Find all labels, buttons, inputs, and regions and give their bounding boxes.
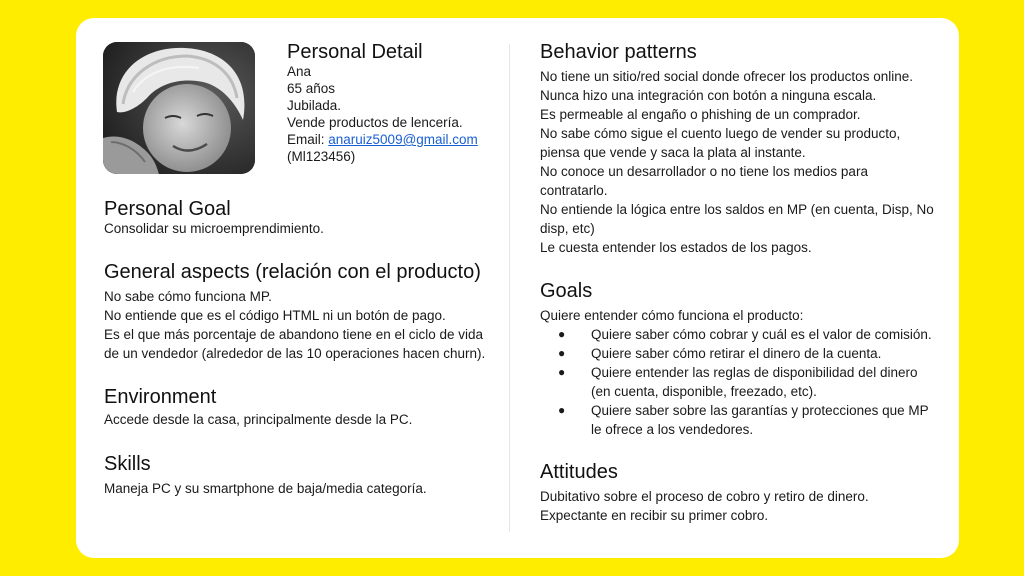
list-item: [540, 363, 940, 401]
behavior-line: No entiende la lógica entre los saldos en MP (en cuenta, Disp, No disp, etc): [540, 202, 934, 236]
personal-detail-title: Personal Detail: [287, 41, 423, 63]
persona-age: 65 años: [287, 81, 336, 96]
behavior-line: Es permeable al engaño o phishing de un comprador.: [540, 107, 861, 122]
personal-goal-text: Consolidar su microemprendimiento.: [104, 221, 324, 236]
behavior-line: No tiene un sitio/red social donde ofrecer los productos online.: [540, 69, 913, 84]
goal-item-text: Quiere saber sobre las garantías y protecciones que MP le ofrece a los vendedores.: [591, 403, 929, 437]
behavior-patterns-title: Behavior patterns: [540, 41, 697, 63]
list-item: [540, 344, 940, 363]
environment-text: Accede desde la casa, principalmente desde la PC.: [104, 412, 413, 427]
general-aspects-line: No entiende que es el código HTML ni un botón de pago.: [104, 308, 446, 323]
general-aspects-title: General aspects (relación con el producto): [104, 261, 481, 283]
attitudes-line: Expectante en recibir su primer cobro.: [540, 508, 769, 523]
general-aspects-line: Es el que más porcentaje de abandono tiene en el ciclo de vida de un vendedor (alrededor de las 10 operaciones hacen churn).: [104, 327, 486, 361]
goal-item-text: Quiere saber cómo cobrar y cuál es el valor de comisión.: [591, 327, 932, 342]
persona-activity: Vende productos de lencería.: [287, 115, 463, 130]
persona-email-row: [287, 131, 478, 148]
skills-text: Maneja PC y su smartphone de baja/media categoría.: [104, 481, 427, 496]
behavior-line: No conoce un desarrollador o no tiene los medios para contratarlo.: [540, 164, 868, 198]
personal-goal-title: Personal Goal: [104, 198, 231, 220]
behavior-line: Le cuesta entender los estados de los pagos.: [540, 240, 812, 255]
bullet-dot-icon: ●: [558, 327, 566, 341]
bullet-dot-icon: ●: [558, 365, 566, 379]
email-link[interactable]: anaruiz5009@gmail.com: [328, 132, 478, 147]
behavior-line: Nunca hizo una integración con botón a ninguna escala.: [540, 88, 877, 103]
personal-detail-block: [287, 63, 478, 165]
attitudes-title: Attitudes: [540, 461, 618, 483]
portrait-photo: [103, 42, 255, 174]
bullet-dot-icon: ●: [558, 346, 566, 360]
bullet-dot-icon: ●: [558, 403, 566, 417]
environment-title: Environment: [104, 386, 217, 408]
behavior-patterns-body: [540, 67, 935, 257]
goals-title: Goals: [540, 280, 593, 302]
goal-item-text: Quiere entender las reglas de disponibilidad del dinero (en cuenta, disponible, freezado, etc).: [591, 365, 918, 399]
attitudes-line: Dubitativo sobre el proceso de cobro y retiro de dinero.: [540, 489, 869, 504]
goals-list: [540, 325, 940, 439]
behavior-line: No sabe cómo sigue el cuento luego de vender su producto, piensa que vende y saca la plata al instante.: [540, 126, 901, 160]
goal-item-text: Quiere saber cómo retirar el dinero de la cuenta.: [591, 346, 882, 361]
attitudes-body: [540, 487, 940, 525]
persona-status: Jubilada.: [287, 98, 342, 113]
persona-name: Ana: [287, 64, 312, 79]
list-item: [540, 325, 940, 344]
persona-id: (Ml123456): [287, 149, 356, 164]
email-label: Email:: [287, 132, 329, 147]
column-divider: [509, 44, 510, 532]
goals-intro: Quiere entender cómo funciona el producto:: [540, 308, 804, 323]
skills-title: Skills: [104, 453, 151, 475]
general-aspects-line: No sabe cómo funciona MP.: [104, 289, 272, 304]
list-item: [540, 401, 940, 439]
general-aspects-body: [104, 287, 496, 363]
